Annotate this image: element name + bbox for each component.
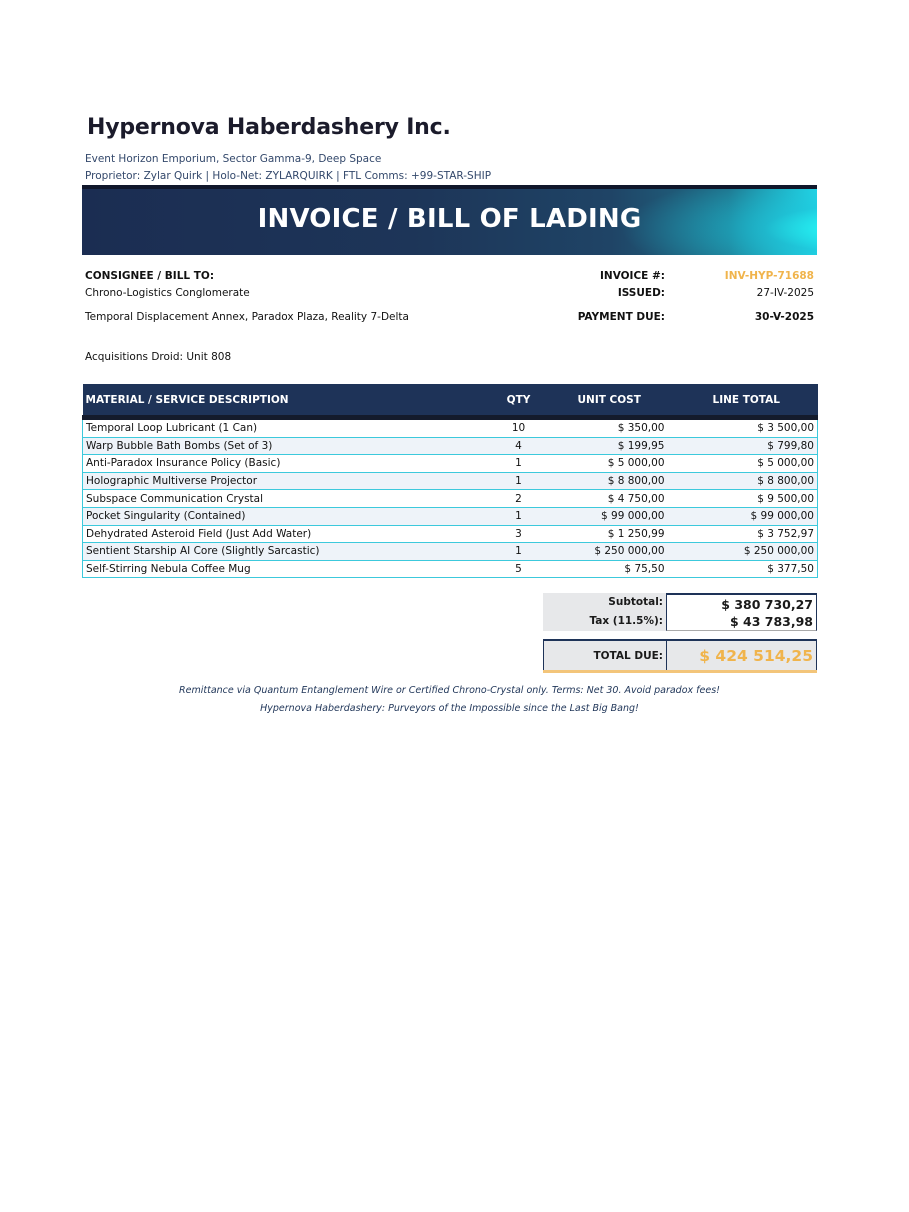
item-description: Warp Bubble Bath Bombs (Set of 3)	[83, 437, 483, 455]
bill-to-address: Temporal Displacement Annex, Paradox Plaza, Reality 7-Delta	[85, 311, 409, 323]
table-row	[83, 525, 818, 543]
item-unit-cost: $ 8 800,00	[555, 472, 668, 490]
table-row	[83, 455, 818, 473]
header-description: MATERIAL / SERVICE DESCRIPTION	[83, 384, 483, 418]
subtotal-value: $ 380 730,27	[666, 593, 817, 612]
bill-to-contact: Acquisitions Droid: Unit 808	[85, 351, 232, 363]
item-unit-cost: $ 5 000,00	[555, 455, 668, 473]
item-qty: 4	[483, 437, 555, 455]
item-qty: 5	[483, 560, 555, 578]
issued-date: 27-IV-2025	[756, 287, 814, 299]
item-line-total: $ 799,80	[668, 437, 818, 455]
header-qty: QTY	[483, 384, 555, 418]
item-description: Dehydrated Asteroid Field (Just Add Water)	[83, 525, 483, 543]
item-line-total: $ 99 000,00	[668, 507, 818, 525]
invoice-number-label: INVOICE #:	[600, 270, 665, 282]
item-qty: 1	[483, 455, 555, 473]
payment-due-date: 30-V-2025	[754, 311, 814, 323]
item-unit-cost: $ 199,95	[555, 437, 668, 455]
item-qty: 1	[483, 507, 555, 525]
item-unit-cost: $ 350,00	[555, 418, 668, 438]
item-description: Self-Stirring Nebula Coffee Mug	[83, 560, 483, 578]
total-due-label: TOTAL DUE:	[543, 641, 666, 670]
line-items-table	[82, 384, 818, 578]
table-header-row	[83, 384, 818, 418]
table-row	[83, 490, 818, 508]
item-description: Pocket Singularity (Contained)	[83, 507, 483, 525]
table-row	[83, 472, 818, 490]
item-qty: 10	[483, 418, 555, 438]
table-row	[83, 543, 818, 561]
item-qty: 1	[483, 472, 555, 490]
item-line-total: $ 8 800,00	[668, 472, 818, 490]
item-unit-cost: $ 1 250,99	[555, 525, 668, 543]
tax-label: Tax (11.5%):	[543, 612, 666, 631]
item-description: Sentient Starship AI Core (Slightly Sarcastic)	[83, 543, 483, 561]
item-unit-cost: $ 250 000,00	[555, 543, 668, 561]
item-line-total: $ 5 000,00	[668, 455, 818, 473]
totals-gap	[543, 631, 817, 639]
payment-due-label: PAYMENT DUE:	[577, 311, 665, 323]
bill-to-label: CONSIGNEE / BILL TO:	[85, 270, 215, 282]
item-line-total: $ 3 500,00	[668, 418, 818, 438]
item-qty: 3	[483, 525, 555, 543]
item-line-total: $ 250 000,00	[668, 543, 818, 561]
item-line-total: $ 377,50	[668, 560, 818, 578]
item-unit-cost: $ 99 000,00	[555, 507, 668, 525]
company-address: Event Horizon Emporium, Sector Gamma-9, Deep Space	[85, 153, 382, 165]
invoice-banner	[82, 185, 817, 255]
table-row	[83, 560, 818, 578]
table-row	[83, 507, 818, 525]
table-row	[83, 437, 818, 455]
total-due-row	[543, 639, 817, 673]
item-line-total: $ 3 752,97	[668, 525, 818, 543]
remittance-note: Remittance via Quantum Entanglement Wire or Certified Chrono-Crystal only. Terms: Net 30. Avoid paradox fees!	[179, 685, 720, 696]
bill-to-name: Chrono-Logistics Conglomerate	[85, 287, 250, 299]
total-due-value: $ 424 514,25	[666, 641, 817, 670]
subtotal-label: Subtotal:	[543, 593, 666, 612]
item-unit-cost: $ 75,50	[555, 560, 668, 578]
table-row	[83, 418, 818, 438]
header-unit-cost: UNIT COST	[555, 384, 668, 418]
item-qty: 1	[483, 543, 555, 561]
tax-row	[543, 612, 817, 631]
item-line-total: $ 9 500,00	[668, 490, 818, 508]
subtotal-row	[543, 593, 817, 612]
issued-label: ISSUED:	[617, 287, 665, 299]
totals-block	[543, 593, 817, 673]
invoice-number: INV-HYP-71688	[724, 270, 814, 282]
company-name: Hypernova Haberdashery Inc.	[87, 115, 451, 140]
item-qty: 2	[483, 490, 555, 508]
tax-value: $ 43 783,98	[666, 612, 817, 631]
item-unit-cost: $ 4 750,00	[555, 490, 668, 508]
item-description: Subspace Communication Crystal	[83, 490, 483, 508]
item-description: Holographic Multiverse Projector	[83, 472, 483, 490]
item-description: Temporal Loop Lubricant (1 Can)	[83, 418, 483, 438]
item-description: Anti-Paradox Insurance Policy (Basic)	[83, 455, 483, 473]
header-line-total: LINE TOTAL	[668, 384, 818, 418]
company-contact: Proprietor: Zylar Quirk | Holo-Net: ZYLARQUIRK | FTL Comms: +99-STAR-SHIP	[85, 170, 492, 182]
tagline: Hypernova Haberdashery: Purveyors of the Impossible since the Last Big Bang!	[260, 703, 639, 714]
invoice-title: INVOICE / BILL OF LADING	[257, 204, 642, 234]
